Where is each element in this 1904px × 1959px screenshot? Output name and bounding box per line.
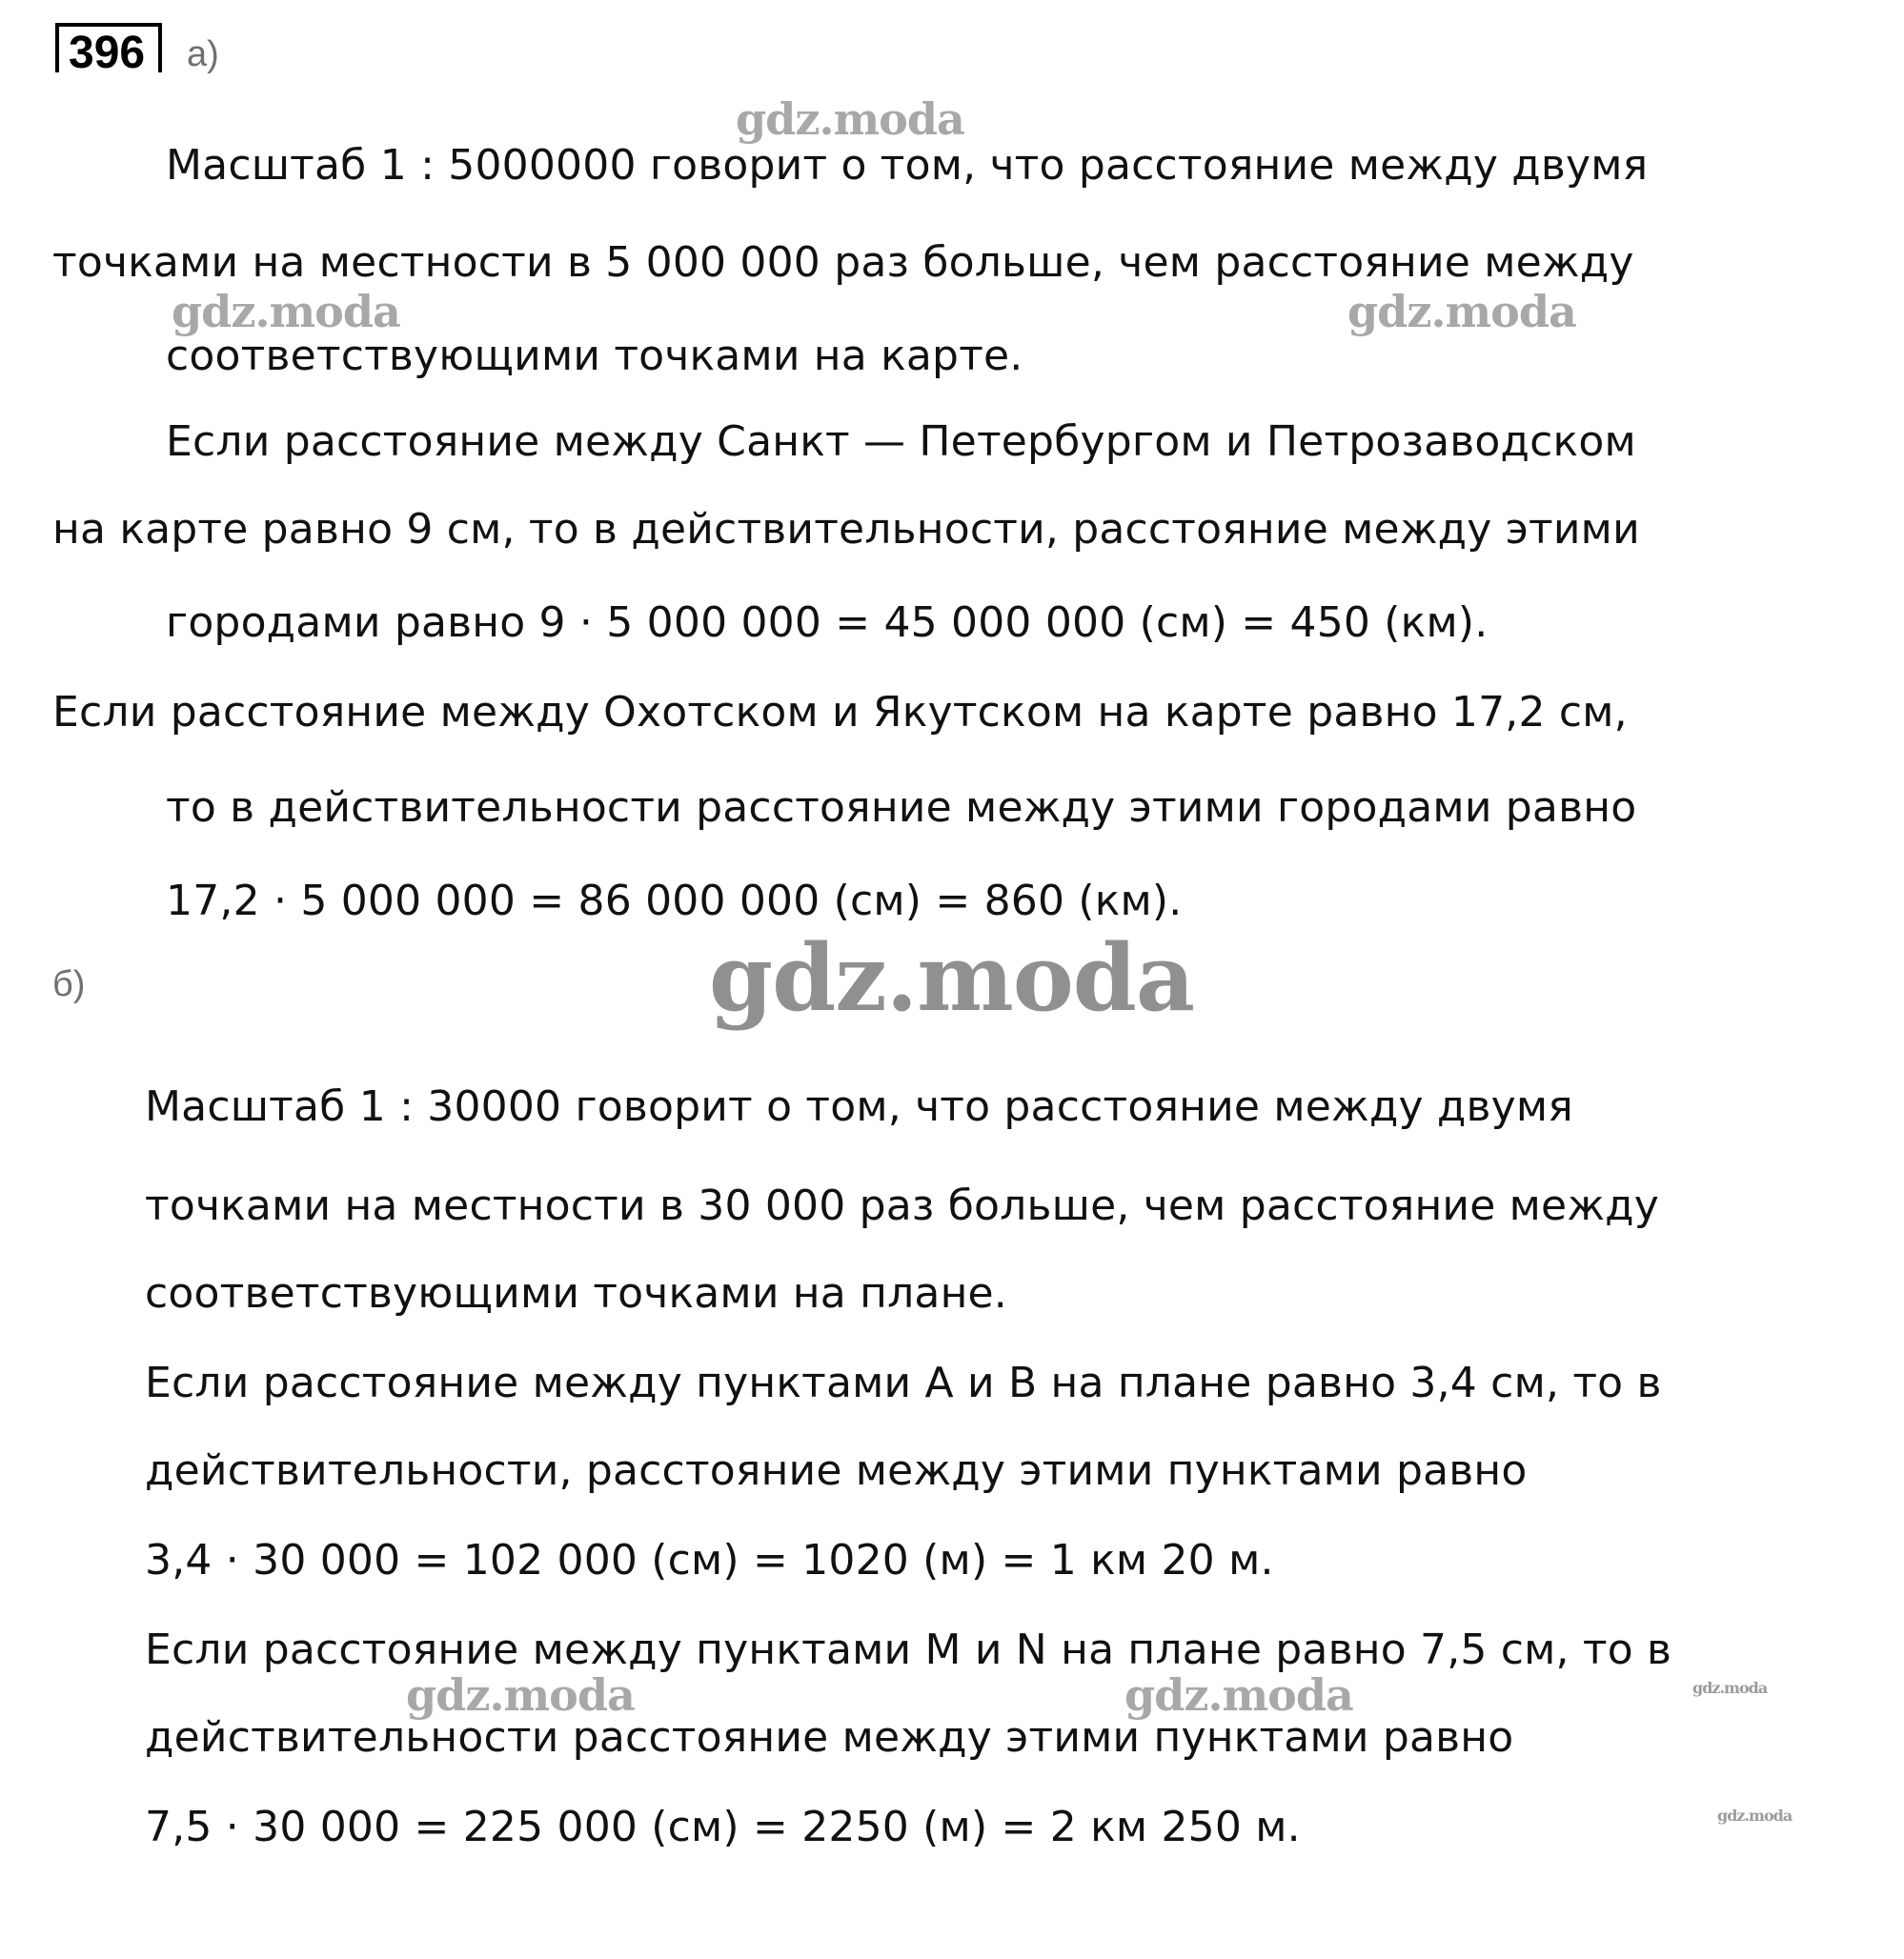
part-b-line-3: соответствующими точками на плане. bbox=[145, 1269, 1007, 1318]
part-b-line-1: Масштаб 1 : 30000 говорит о том, что расстояние между двумя bbox=[145, 1082, 1573, 1131]
part-b-line-6: 3,4 · 30 000 = 102 000 (см) = 1020 (м) = 1 км 20 м. bbox=[145, 1536, 1274, 1585]
watermark: gdz.moda bbox=[172, 286, 400, 337]
part-b-line-9: 7,5 · 30 000 = 225 000 (см) = 2250 (м) = 2 км 250 м. bbox=[145, 1803, 1301, 1851]
watermark: gdz.moda bbox=[1717, 1807, 1793, 1825]
part-a-label: а) bbox=[187, 34, 219, 74]
watermark: gdz.moda bbox=[406, 1669, 635, 1721]
part-a-line-6: городами равно 9 · 5 000 000 = 45 000 000 (см) = 450 (км). bbox=[166, 598, 1489, 647]
part-b-line-5: действительности, расстояние между этими пунктами равно bbox=[145, 1446, 1528, 1495]
part-b-line-4: Если расстояние между пунктами А и В на плане равно 3,4 см, то в bbox=[145, 1359, 1662, 1407]
part-b-label: б) bbox=[52, 964, 86, 1004]
watermark: gdz.moda bbox=[1692, 1679, 1768, 1697]
part-a-line-9: 17,2 · 5 000 000 = 86 000 000 (см) = 860 (км). bbox=[166, 877, 1183, 925]
part-a-line-3: соответствующими точками на карте. bbox=[166, 332, 1023, 380]
task-number: 396 bbox=[55, 23, 162, 72]
part-b-line-8: действительности расстояние между этими пунктами равно bbox=[145, 1713, 1514, 1762]
part-a-line-8: то в действительности расстояние между этими городами равно bbox=[166, 783, 1637, 832]
watermark: gdz.moda bbox=[709, 924, 1195, 1032]
part-a-line-5: на карте равно 9 см, то в действительности, расстояние между этими bbox=[52, 505, 1640, 554]
part-a-line-4: Если расстояние между Санкт — Петербургом и Петрозаводском bbox=[166, 417, 1636, 466]
part-a-line-2: точками на местности в 5 000 000 раз больше, чем расстояние между bbox=[52, 238, 1634, 287]
part-a-line-7: Если расстояние между Охотском и Якутском на карте равно 17,2 см, bbox=[52, 688, 1628, 737]
part-a-line-1: Масштаб 1 : 5000000 говорит о том, что расстояние между двумя bbox=[166, 141, 1649, 190]
watermark: gdz.moda bbox=[736, 93, 964, 145]
part-b-line-2: точками на местности в 30 000 раз больше, чем расстояние между bbox=[145, 1181, 1660, 1230]
watermark: gdz.moda bbox=[1347, 286, 1576, 337]
watermark: gdz.moda bbox=[1124, 1669, 1353, 1721]
part-b-line-7: Если расстояние между пунктами M и N на плане равно 7,5 см, то в bbox=[145, 1626, 1672, 1674]
